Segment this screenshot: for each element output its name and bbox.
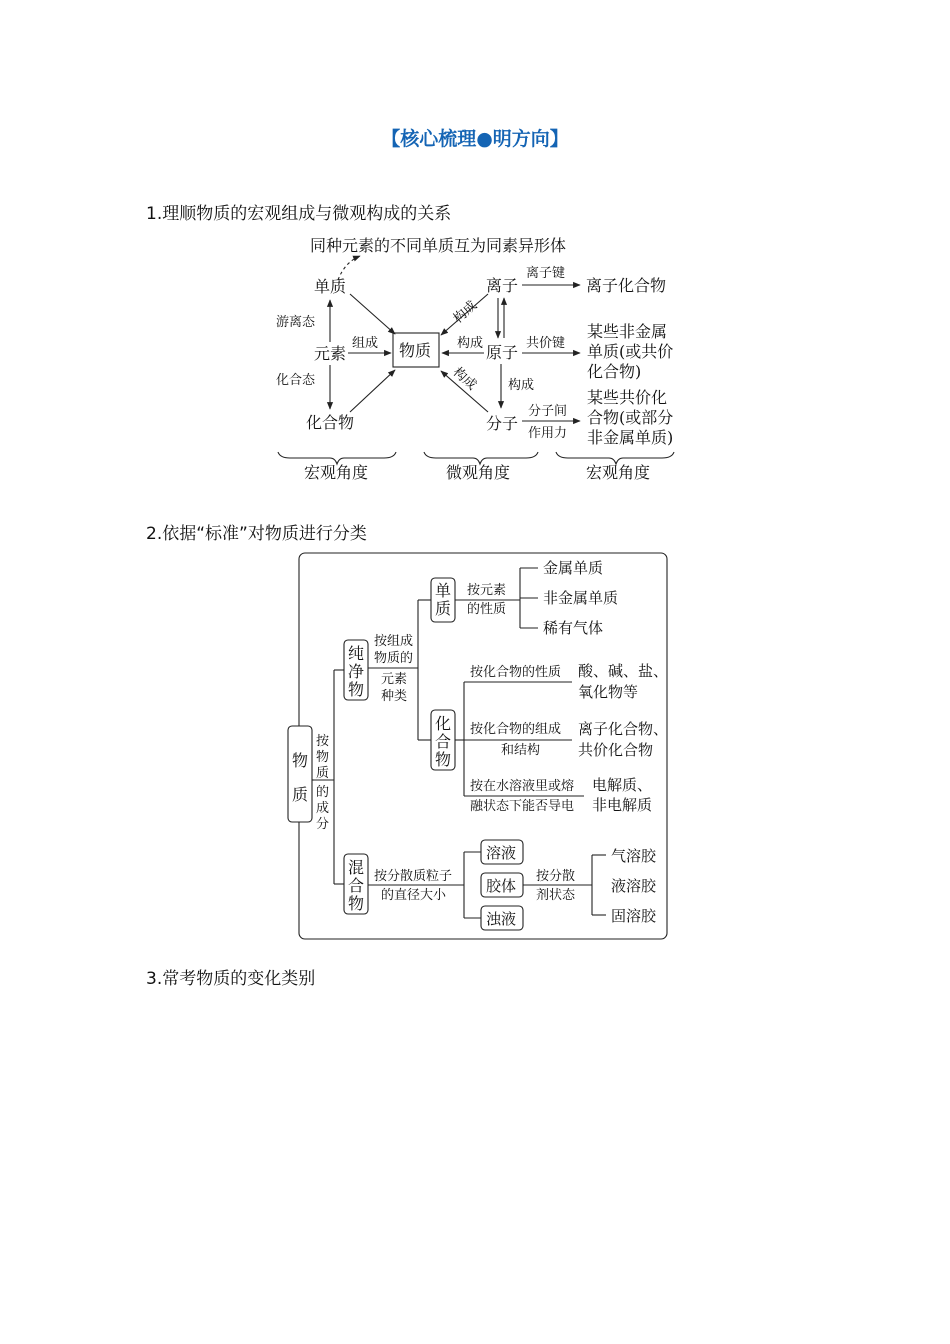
allotrope-note: 同种元素的不同单质互为同素异形体 <box>310 236 567 255</box>
root-char-2: 质 <box>292 785 309 804</box>
mix-crit-line: 的直径大小 <box>381 888 447 903</box>
section-heading: 【核心梳理●明方向】 <box>381 128 569 150</box>
crit-char: 成 <box>316 801 330 816</box>
crit-char: 分 <box>316 817 330 832</box>
elem-item: 稀有气体 <box>543 619 604 637</box>
pure-crit-line: 元素 <box>381 672 408 687</box>
colloid-item: 气溶胶 <box>611 847 657 865</box>
crit-char: 按 <box>316 734 330 749</box>
label-fenzijian-2: 作用力 <box>528 426 568 441</box>
result-covalent-1: 某些非金属 <box>587 322 668 341</box>
result-molecular-1: 某些共价化 <box>587 388 668 407</box>
comp-result-1: 氧化物等 <box>578 683 639 701</box>
label-goucheng-c: 构成 <box>449 364 480 394</box>
mix-char: 物 <box>348 894 365 913</box>
arrow-danzhi-wuzhi <box>350 294 395 334</box>
result-lizihuahewu: 离子化合物 <box>586 276 667 295</box>
colloid-label: 胶体 <box>486 877 517 895</box>
result-covalent-2: 单质(或共价 <box>587 342 674 361</box>
node-lizi: 离子 <box>486 276 519 295</box>
label-goucheng-d: 构成 <box>508 378 535 393</box>
label-macro-right: 宏观角度 <box>586 463 651 482</box>
crit-char: 物 <box>316 750 330 765</box>
node-yuansu: 元素 <box>314 344 347 363</box>
root-box <box>288 726 312 822</box>
crit-char: 的 <box>316 785 330 800</box>
macro-micro-diagram <box>0 0 950 500</box>
comp-result-1: 酸、碱、盐、 <box>578 662 669 680</box>
colloid-crit-line: 按分散 <box>536 869 576 884</box>
comp-result-3: 电解质、 <box>592 776 653 794</box>
node-huahewu: 化合物 <box>306 413 355 432</box>
comp-char: 物 <box>435 750 452 769</box>
mix-char: 合 <box>348 876 365 895</box>
pure-crit-line: 种类 <box>381 689 408 704</box>
section-1-title: 1.理顺物质的宏观组成与微观构成的关系 <box>146 204 452 224</box>
label-goucheng-b: 构成 <box>457 336 484 351</box>
elem-item: 金属单质 <box>543 559 604 577</box>
node-fenzi: 分子 <box>486 414 519 433</box>
elem-item: 非金属单质 <box>543 589 619 607</box>
label-gongjiajian: 共价键 <box>526 336 566 351</box>
pure-char: 净 <box>348 662 365 681</box>
root-char-1: 物 <box>292 751 309 770</box>
comp-crit-3: 融状态下能否导电 <box>470 799 575 814</box>
pure-char: 物 <box>348 680 365 699</box>
elem-crit-line: 按元素 <box>467 583 507 598</box>
mix-crit-line: 按分散质粒子 <box>374 869 453 884</box>
label-huahetai: 化合态 <box>276 373 316 388</box>
node-wuzhi: 物质 <box>399 341 432 360</box>
comp-result-3: 非电解质 <box>592 796 653 814</box>
colloid-item: 固溶胶 <box>611 907 657 925</box>
pure-crit-line: 物质的 <box>374 651 414 666</box>
comp-crit-2: 和结构 <box>501 743 541 758</box>
pure-crit-line: 按组成 <box>374 634 414 649</box>
solution-label: 溶液 <box>486 844 517 862</box>
comp-crit-2: 按化合物的组成 <box>470 722 562 737</box>
crit-char: 质 <box>316 766 330 781</box>
label-macro-left: 宏观角度 <box>304 463 369 482</box>
suspension-label: 浊液 <box>486 910 517 928</box>
result-covalent-3: 化合物) <box>587 362 642 381</box>
comp-result-2: 共价化合物 <box>578 741 654 759</box>
comp-char: 化 <box>435 714 452 733</box>
node-yuanzi: 原子 <box>486 343 519 362</box>
section-3-title: 3.常考物质的变化类别 <box>146 969 316 989</box>
label-micro: 微观角度 <box>446 463 511 482</box>
mix-char: 混 <box>348 858 365 877</box>
elem-char: 质 <box>435 599 452 618</box>
comp-crit-1: 按化合物的性质 <box>470 665 562 680</box>
comp-result-2: 离子化合物、 <box>578 720 669 738</box>
elem-crit-line: 的性质 <box>467 602 507 617</box>
result-molecular-2: 合物(或部分 <box>587 408 674 427</box>
elem-char: 单 <box>435 581 452 600</box>
label-goucheng-a: 构成 <box>450 298 481 327</box>
label-fenzijian-1: 分子间 <box>528 404 568 419</box>
classification-diagram <box>0 540 950 950</box>
colloid-item: 液溶胶 <box>611 877 657 895</box>
comp-char: 合 <box>435 732 452 751</box>
arrow-huahewu-wuzhi <box>350 370 395 412</box>
node-danzhi: 单质 <box>314 277 347 296</box>
label-lizijian: 离子键 <box>526 266 566 281</box>
result-molecular-3: 非金属单质) <box>587 428 674 447</box>
pure-char: 纯 <box>348 644 365 663</box>
label-zucheng: 组成 <box>352 336 379 351</box>
comp-crit-3: 按在水溶液里或熔 <box>470 779 575 794</box>
label-youlitai: 游离态 <box>276 315 316 330</box>
colloid-crit-line: 剂状态 <box>536 888 576 903</box>
section-2-title: 2.依据“标准”对物质进行分类 <box>146 524 367 544</box>
